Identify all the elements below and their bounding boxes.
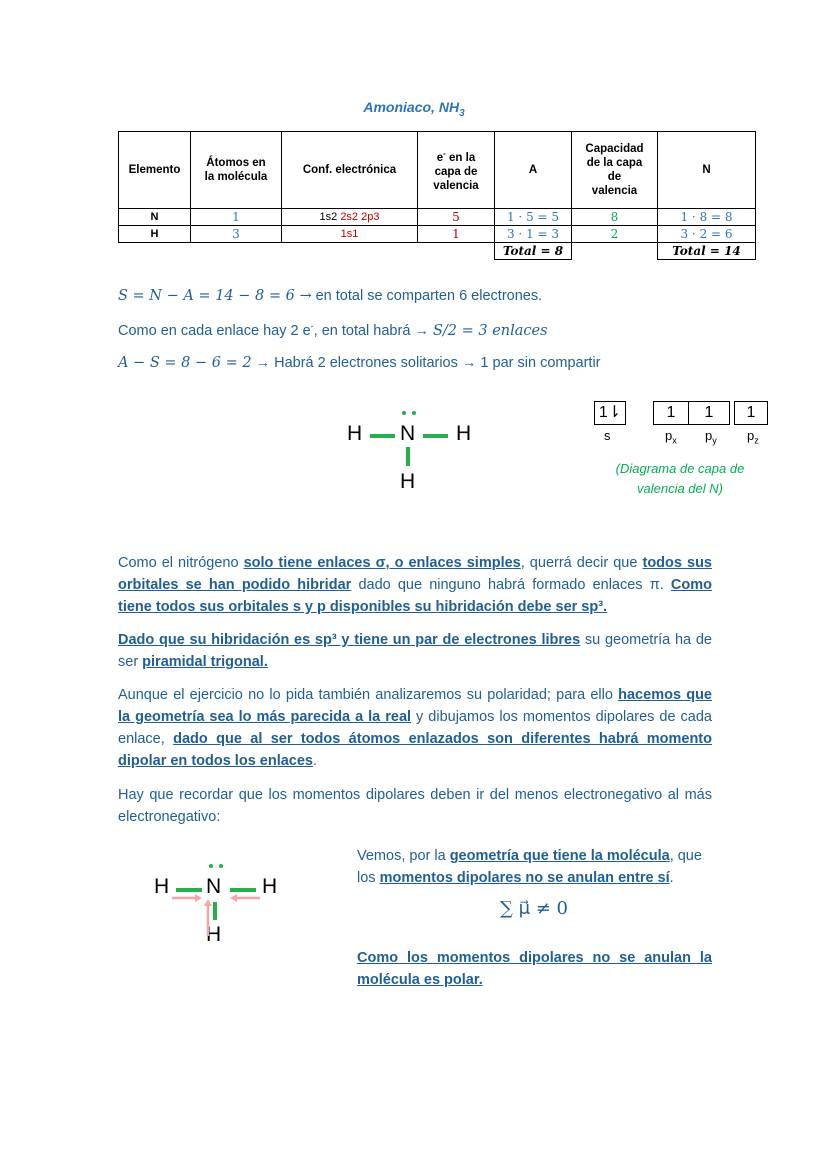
cell-elemento: N	[119, 209, 191, 226]
header-conf: Conf. electrónica	[282, 132, 418, 209]
bond-right	[423, 434, 448, 438]
atom-h-left: H	[154, 875, 170, 898]
atom-h-left: H	[347, 422, 363, 445]
header-elemento: Elemento	[119, 132, 191, 209]
total-n: Total = 14	[658, 243, 756, 260]
lone-pair-dot	[412, 411, 416, 415]
table-header-row	[119, 132, 756, 209]
atom-h-right: H	[456, 422, 472, 445]
cell-capacidad: 8	[572, 209, 658, 226]
dipole-arrows	[150, 858, 290, 953]
header-n: N	[658, 132, 756, 209]
orbital-label-pz: $p_z$	[747, 428, 759, 446]
lewis-structure	[340, 405, 490, 495]
cell-capacidad: 2	[572, 226, 658, 243]
orbital-label-s: s	[604, 428, 611, 443]
orbital-label-py: $p_y$	[705, 428, 717, 446]
header-e-valencia: e- en la capa de valencia	[418, 132, 495, 209]
bond-bottom	[406, 447, 410, 466]
cell-n: 1 · 8 = 8	[658, 209, 756, 226]
cell-atomos: 1	[191, 209, 282, 226]
equation-solitarios: A − S = 8 − 6 = 2 → Habrá 2 electrones solitarios → 1 par sin compartir	[118, 355, 601, 371]
equation-s: S = N − A = 14 − 8 = 6 → en total se comparten 6 electrones.	[118, 288, 543, 304]
atom-h-bottom: H	[206, 923, 222, 946]
equation-enlaces: Como en cada enlace hay 2 e-, en total habrá → S/2 = 3 enlaces	[118, 321, 548, 339]
paragraph-polarity: Aunque el ejercicio no lo pida también analizaremos su polaridad; para ello hacemos que la geometría sea lo más parecida a la real y dibujamos los momentos dipolares de cada enlace, dado que al ser todos átomos enlazados son diferentes habrá momento dipolar en todos los enlaces.	[118, 687, 712, 769]
cell-atomos: 3	[191, 226, 282, 243]
cell-conf: 1s1	[282, 226, 418, 243]
orbital-box-px: 1	[653, 401, 689, 425]
orbital-label-px: $p_x$	[665, 428, 677, 446]
paragraph-dipoles: Hay que recordar que los momentos dipolares deben ir del menos electronegativo al más electronegativo:	[118, 787, 712, 825]
table-total-row	[119, 243, 756, 260]
header-atomos: Átomos en la molécula	[191, 132, 282, 209]
sum-formula: ∑ μ⃗ ≠ 0	[500, 898, 569, 919]
data-table	[118, 131, 756, 260]
header-capacidad: Capacidad de la capa de valencia	[572, 132, 658, 209]
paragraph-geometry: Dado que su hibridación es sp³ y tiene un par de electrones libres su geometría ha de ser piramidal trigonal.	[118, 632, 712, 670]
lone-pair-dot	[402, 411, 406, 415]
paragraph-moments: Vemos, por la geometría que tiene la molécula, que los momentos dipolares no se anulan entre sí.	[357, 848, 702, 886]
orbital-box-s: 1⇂	[594, 401, 626, 425]
atom-h-bottom: H	[400, 470, 416, 493]
table-row	[119, 226, 756, 243]
atom-h-right: H	[262, 875, 278, 898]
total-a: Total = 8	[495, 243, 572, 260]
orbital-box-pz: 1	[734, 401, 768, 425]
atom-n: N	[206, 875, 222, 898]
cell-e-valencia: 5	[418, 209, 495, 226]
paragraph-conclusion: Como los momentos dipolares no se anulan la molécula es polar.	[357, 950, 712, 988]
paragraph-hybridization: Como el nitrógeno solo tiene enlaces σ, o enlaces simples, querrá decir que todos sus orbitales se han podido hibridar dado que ninguno habrá formado enlaces π. Como tiene todos sus orbitales s y p disponibles su hibridación debe ser sp³.	[118, 555, 713, 615]
bond-left	[370, 434, 395, 438]
cell-e-valencia: 1	[418, 226, 495, 243]
orbital-caption: (Diagrama de capa de valencia del N)	[615, 461, 745, 496]
cell-n: 3 · 2 = 6	[658, 226, 756, 243]
header-a: A	[495, 132, 572, 209]
cell-conf: 1s2 2s2 2p3	[282, 209, 418, 226]
page-title: Amoniaco, $NH_3$	[363, 99, 465, 119]
cell-a: 3 · 1 = 3	[495, 226, 572, 243]
lewis-structure-dipoles	[150, 858, 290, 953]
atom-n: N	[400, 422, 416, 445]
table-row	[119, 209, 756, 226]
orbital-box-py: 1	[688, 401, 730, 425]
cell-a: 1 · 5 = 5	[495, 209, 572, 226]
cell-elemento: H	[119, 226, 191, 243]
